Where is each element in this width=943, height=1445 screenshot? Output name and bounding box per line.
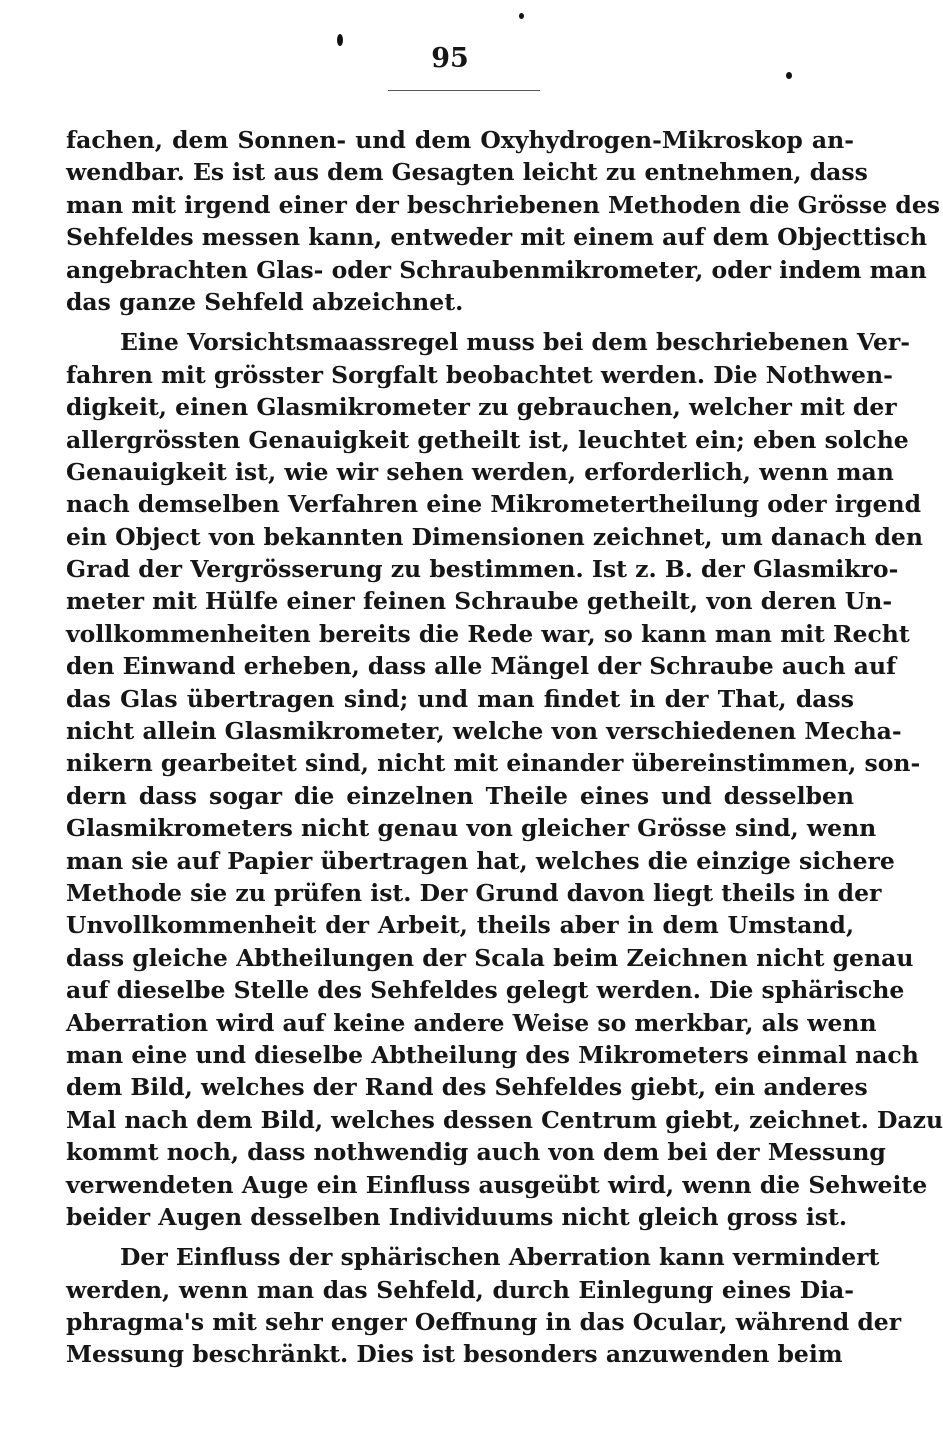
- text-line: man mit irgend einer der beschriebenen Methoden die Grösse des: [66, 190, 941, 219]
- text-line: verwendeten Auge ein Einfluss ausgeübt wird, wenn die Sehweite: [66, 1170, 928, 1199]
- text-line: man eine und dieselbe Abtheilung des Mikrometers einmal nach: [66, 1040, 919, 1069]
- text-line: nicht allein Glasmikrometer, welche von verschiedenen Mecha-: [66, 717, 902, 746]
- text-line: Grad der Vergrösserung zu bestimmen. Ist z. B. der Glasmikro-: [66, 555, 899, 584]
- text-line: fahren mit grösster Sorgfalt beobachtet werden. Die Nothwen-: [66, 360, 893, 389]
- text-line: Aberration wird auf keine andere Weise so merkbar, als wenn: [66, 1008, 877, 1037]
- text-line: Eine Vorsichtsmaassregel muss bei dem beschriebenen Ver-: [120, 328, 911, 357]
- text-line: dem Bild, welches der Rand des Sehfeldes giebt, ein anderes: [66, 1073, 868, 1102]
- paragraph-gap: [66, 318, 854, 326]
- text-line: digkeit, einen Glasmikrometer zu gebrauchen, welcher mit der: [66, 393, 897, 422]
- text-line: Methode sie zu prüfen ist. Der Grund davon liegt theils in der: [66, 878, 882, 907]
- text-line: dass gleiche Abtheilungen der Scala beim Zeichnen nicht genau: [66, 943, 914, 972]
- paragraph: [66, 124, 941, 318]
- text-line: man sie auf Papier übertragen hat, welches die einzige sichere: [66, 846, 895, 875]
- text-line: beider Augen desselben Individuums nicht gleich gross ist.: [66, 1202, 848, 1231]
- text-line: den Einwand erheben, dass alle Mängel der Schraube auch auf: [66, 652, 897, 681]
- text-line: allergrössten Genauigkeit getheilt ist, leuchtet ein; eben solche: [66, 425, 909, 454]
- text-line: nach demselben Verfahren eine Mikrometertheilung oder irgend: [66, 490, 922, 519]
- text-line: Messung beschränkt. Dies ist besonders anzuwenden beim: [66, 1340, 843, 1369]
- text-line: angebrachten Glas- oder Schraubenmikrometer, oder indem man: [66, 255, 927, 284]
- text-line: phragma's mit sehr enger Oeffnung in das Ocular, während der: [66, 1308, 902, 1337]
- text-line: vollkommenheiten bereits die Rede war, so kann man mit Recht: [66, 619, 910, 648]
- text-line: Genauigkeit ist, wie wir sehen werden, erforderlich, wenn man: [66, 457, 894, 486]
- text-line: wendbar. Es ist aus dem Gesagten leicht zu entnehmen, dass: [66, 158, 868, 187]
- text-line: werden, wenn man das Sehfeld, durch Einlegung eines Dia-: [66, 1275, 854, 1304]
- text-line: fachen, dem Sonnen- und dem Oxyhydrogen-Mikroskop an-: [66, 126, 854, 154]
- print-speck: [519, 13, 524, 19]
- page-number: 95: [431, 43, 469, 74]
- text-line: Unvollkommenheit der Arbeit, theils aber in dem Umstand,: [66, 911, 854, 940]
- text-line: dern dass sogar die einzelnen Theile eines und desselben: [66, 781, 854, 810]
- text-line: Glasmikrometers nicht genau von gleicher Grösse sind, wenn: [66, 814, 877, 843]
- paragraph: [66, 326, 943, 1233]
- paragraph-gap: [66, 1233, 854, 1241]
- text-line: Der Einfluss der sphärischen Aberration kann vermindert: [120, 1243, 880, 1272]
- body-text: [66, 124, 943, 1371]
- text-line: Sehfeldes messen kann, entweder mit einem auf dem Objecttisch: [66, 223, 928, 252]
- text-line: das ganze Sehfeld abzeichnet.: [66, 287, 464, 316]
- text-line: meter mit Hülfe einer feinen Schraube getheilt, von deren Un-: [66, 587, 893, 616]
- text-line: ein Object von bekannten Dimensionen zeichnet, um danach den: [66, 522, 923, 551]
- text-line: Mal nach dem Bild, welches dessen Centrum giebt, zeichnet. Dazu: [66, 1105, 943, 1134]
- text-line: auf dieselbe Stelle des Sehfeldes gelegt werden. Die sphärische: [66, 976, 905, 1005]
- text-line: das Glas übertragen sind; und man findet in der That, dass: [66, 684, 854, 713]
- text-line: kommt noch, dass nothwendig auch von dem bei der Messung: [66, 1138, 886, 1167]
- header-rule: [388, 90, 540, 91]
- text-line: nikern gearbeitet sind, nicht mit einander übereinstimmen, son-: [66, 749, 921, 778]
- paragraph: [66, 1241, 902, 1371]
